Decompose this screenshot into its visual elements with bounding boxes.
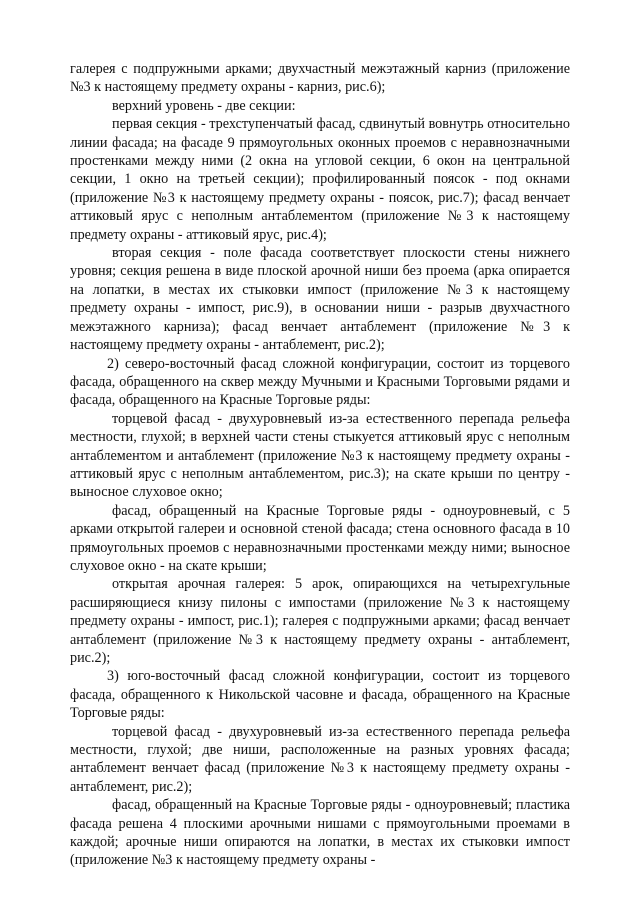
paragraph: фасад, обращенный на Красные Торговые ряды - одноуровневый; пластика фасада решена 4 плоскими арочными нишами с прямоугольными проемами в каждой; арочные ниши опираются на лопатки, в местах их стыковки импост (приложение №3 к настоящему предмету охраны - <box>70 797 570 869</box>
paragraph: 3) юго-восточный фасад сложной конфигурации, состоит из торцевого фасада, обращенного к Никольской часовне и фасада, обращенного на Красные Торговые ряды: <box>70 668 570 722</box>
paragraph: вторая секция - поле фасада соответствует плоскости стены нижнего уровня; секция решена в виде плоской арочной ниши без проема (арка опирается на лопатки, в местах их стыковки импост (приложение №3 к настоящему предмету охраны - импост, рис.9), в основании ниши - разрыв двухчастного межэтажного карниза); фасад венчает антаблемент (приложение №3 к настоящему предмету охраны - антаблемент, рис.2); <box>70 245 570 354</box>
paragraph: верхний уровень - две секции: <box>112 97 296 114</box>
paragraph: фасад, обращенный на Красные Торговые ряды - одноуровневый, с 5 арками открытой галереи и основной стеной фасада; стена основного фасада в 10 прямоугольных проемов с неравнозначными простенками между ними; выносное слуховое окно - на скате крыши; <box>70 502 570 574</box>
paragraph: торцевой фасад - двухуровневый из-за естественного перепада рельефа местности, глухой; в верхней части стены стыкуется аттиковый ярус с неполным антаблементом и антаблемент (приложение №3 к настоящему предмету охраны - аттиковый ярус с неполным антаблементом, рис.3); на скате крыши по центру - выносное слуховое окно; <box>70 410 570 501</box>
paragraph: 2) северо-восточный фасад сложной конфигурации, состоит из торцевого фасада, обращенного на сквер между Мучными и Красными Торговыми рядами и фасада, обращенного на Красные Торговые ряды: <box>70 355 570 409</box>
paragraph: торцевой фасад - двухуровневый из-за естественного перепада рельефа местности, глухой; две ниши, расположенные на разных уровнях фасада; антаблемент венчает фасад (приложение №3 к настоящему предмету охраны - антаблемент, рис.2); <box>70 723 570 795</box>
document-body <box>70 60 570 870</box>
paragraph: открытая арочная галерея: 5 арок, опирающихся на четырехгульные расширяющиеся книзу пилоны с импостами (приложение №3 к настоящему предмету охраны - импост, рис.1); галерея с подпружными арками; фасад венчает антаблемент (приложение №3 к настоящему предмету охраны - антаблемент, рис.2); <box>70 576 570 666</box>
paragraph: галерея с подпружными арками; двухчастный межэтажный карниз (приложение №3 к настоящему предмету охраны - карниз, рис.6); <box>70 61 570 96</box>
paragraph: первая секция - трехступенчатый фасад, сдвинутый вовнутрь относительно линии фасада; на фасаде 9 прямоугольных оконных проемов с неравнозначными простенками между ними (2 окна на угловой секции, 6 окон на центральной секции, 1 окно на третьей секции); профилированный поясок - под окнами (приложение №3 к настоящему предмету охраны - поясок, рис.7); фасад венчает аттиковый ярус с неполным антаблементом (приложение №3 к настоящему предмету охраны - аттиковый ярус, рис.4); <box>70 116 570 243</box>
